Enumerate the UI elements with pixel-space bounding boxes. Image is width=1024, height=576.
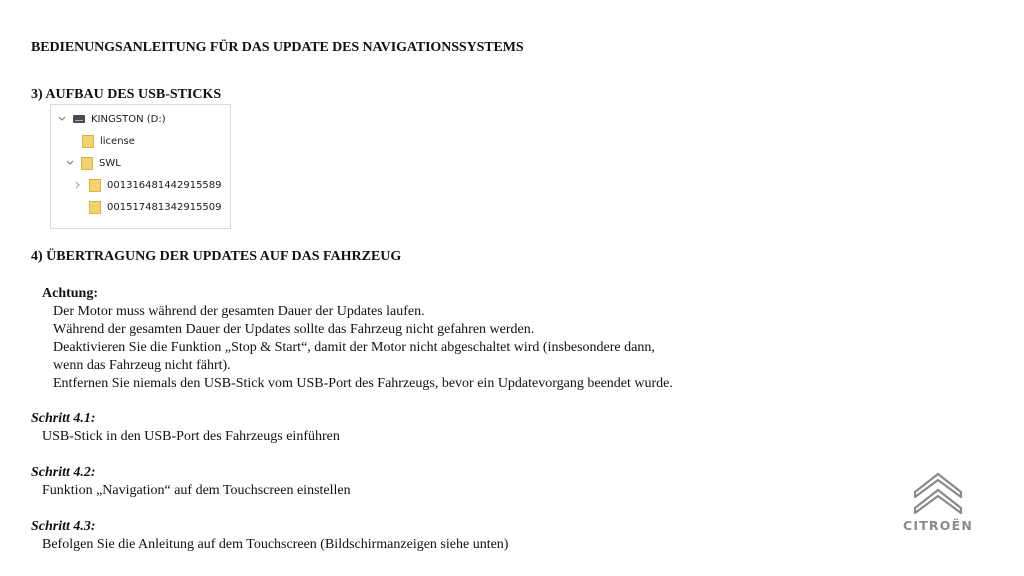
step-label: Schritt 4.1: <box>31 411 96 426</box>
folder-icon <box>89 178 101 192</box>
brand-wordmark: CITROËN <box>902 518 973 533</box>
step-label: Schritt 4.3: <box>31 519 96 534</box>
folder-label: license <box>100 135 135 147</box>
tree-row-subfolder-1[interactable] <box>73 176 222 194</box>
attention-line: Während der gesamten Dauer der Updates sollte das Fahrzeug nicht gefahren werden. <box>53 322 535 337</box>
folder-label: 001517481342915509 <box>107 201 222 213</box>
tree-row-drive[interactable] <box>57 110 166 128</box>
chevron-down-icon[interactable] <box>57 114 67 124</box>
step-text: Funktion „Navigation“ auf dem Touchscreen einstellen <box>42 483 351 498</box>
folder-icon <box>82 134 94 148</box>
folder-icon <box>89 200 101 214</box>
chevron-right-icon[interactable] <box>73 180 83 190</box>
step-label: Schritt 4.2: <box>31 465 96 480</box>
usb-drive-icon <box>73 115 85 123</box>
folder-label: 001316481442915589 <box>107 179 222 191</box>
tree-row-license[interactable] <box>82 132 135 150</box>
tree-row-swl[interactable] <box>65 154 121 172</box>
chevron-emblem-icon <box>893 470 983 516</box>
attention-line: wenn das Fahrzeug nicht fährt). <box>53 358 231 373</box>
tree-row-subfolder-2[interactable] <box>89 198 222 216</box>
attention-line: Deaktivieren Sie die Funktion „Stop & Start“, damit der Motor nicht abgeschaltet wird (insbesondere dann, <box>53 340 655 355</box>
step-text: Befolgen Sie die Anleitung auf dem Touchscreen (Bildschirmanzeigen siehe unten) <box>42 537 509 552</box>
attention-line: Der Motor muss während der gesamten Dauer der Updates laufen. <box>53 304 425 319</box>
section-3-heading: 3) AUFBAU DES USB-STICKS <box>31 87 222 102</box>
drive-label: KINGSTON (D:) <box>91 113 166 125</box>
attention-line: Entfernen Sie niemals den USB-Stick vom USB-Port des Fahrzeugs, bevor ein Updatevorgang beendet wurde. <box>53 376 673 391</box>
citroen-logo <box>893 470 983 536</box>
attention-title: Achtung: <box>42 286 99 301</box>
folder-label: SWL <box>99 157 121 169</box>
section-4-heading: 4) ÜBERTRAGUNG DER UPDATES AUF DAS FAHRZEUG <box>31 249 402 264</box>
usb-file-tree <box>50 104 231 229</box>
folder-icon <box>81 156 93 170</box>
step-text: USB-Stick in den USB-Port des Fahrzeugs einführen <box>42 429 340 444</box>
document-title: BEDIENUNGSANLEITUNG FÜR DAS UPDATE DES NAVIGATIONSSYSTEMS <box>31 40 524 55</box>
chevron-down-icon[interactable] <box>65 158 75 168</box>
